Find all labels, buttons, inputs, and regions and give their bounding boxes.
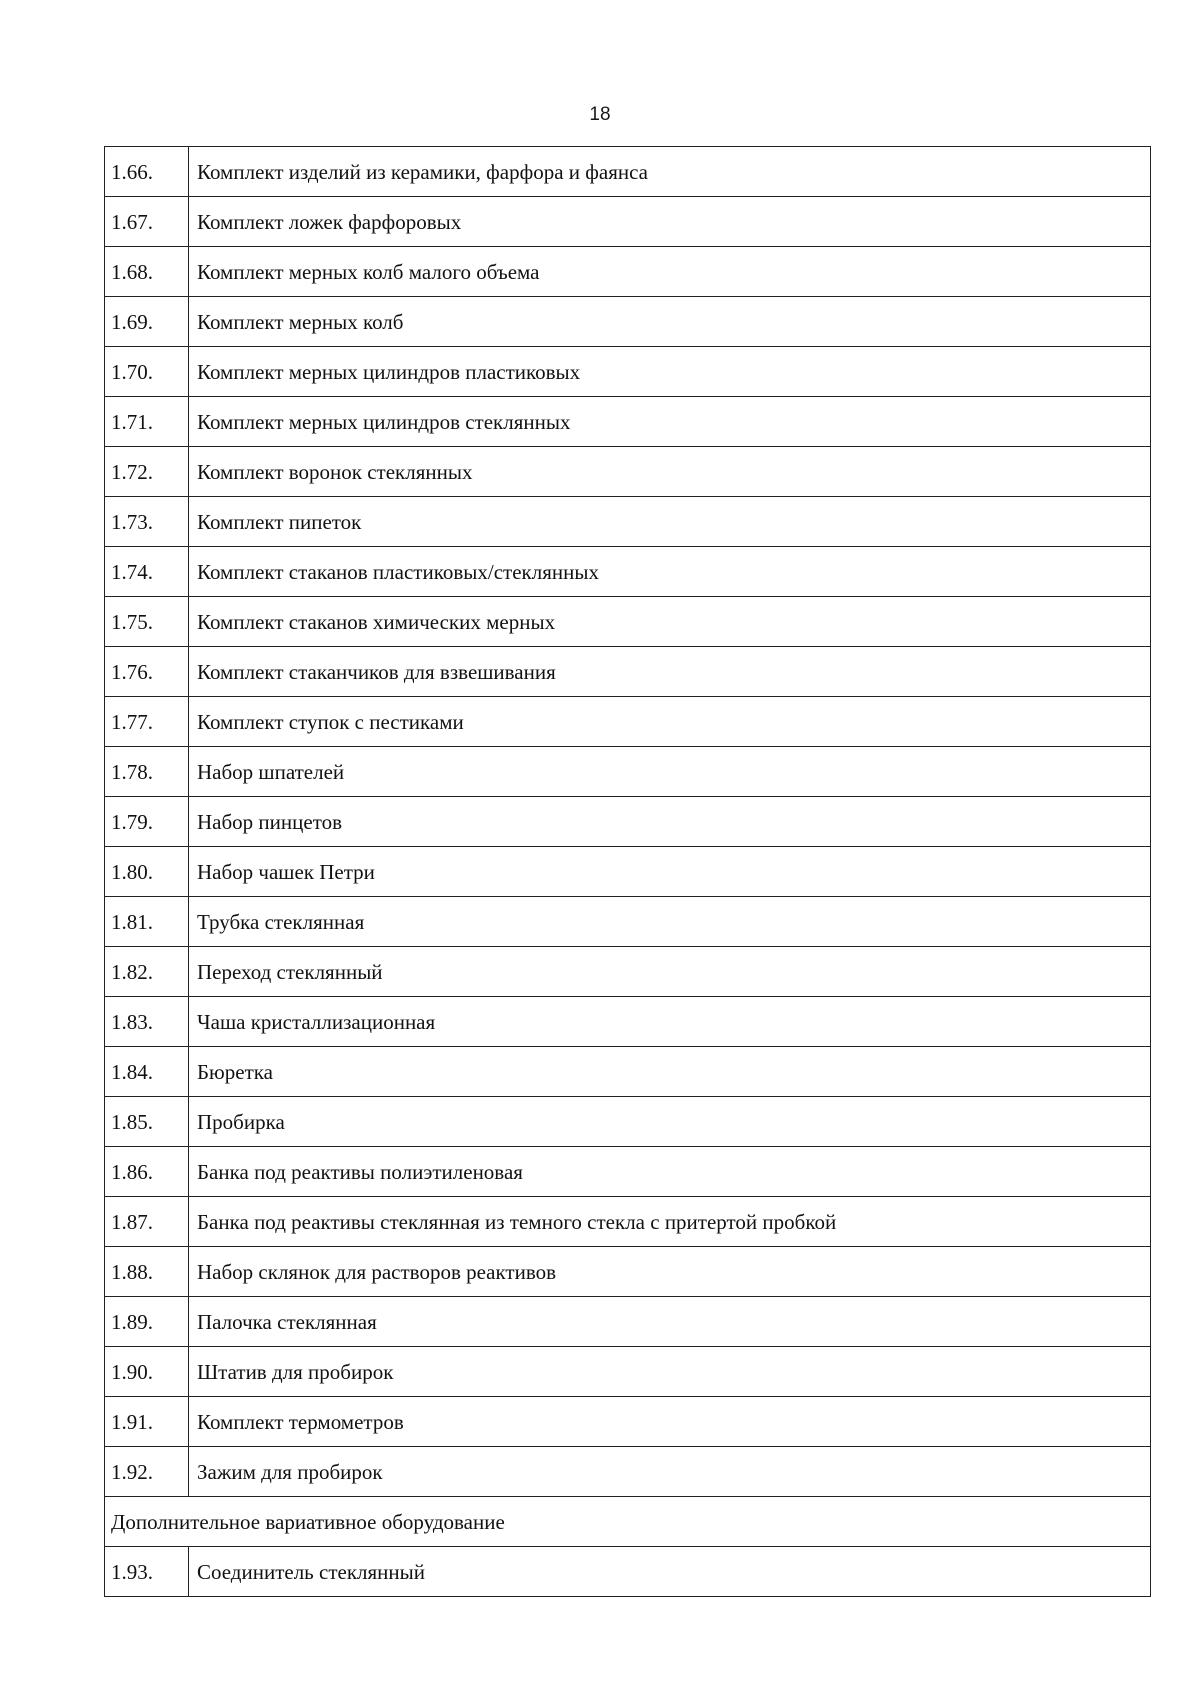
- table-row: [105, 1447, 1151, 1497]
- table-row: [105, 1147, 1151, 1197]
- item-number: 1.87.: [105, 1197, 189, 1247]
- table-row: [105, 147, 1151, 197]
- table-row: [105, 447, 1151, 497]
- table-row: [105, 1047, 1151, 1097]
- equipment-table-body: [105, 147, 1151, 1597]
- section-title: Дополнительное вариативное оборудование: [105, 1497, 1151, 1547]
- item-name: Палочка стеклянная: [189, 1297, 1151, 1347]
- table-row: [105, 247, 1151, 297]
- item-name: Соединитель стеклянный: [189, 1547, 1151, 1597]
- item-number: 1.75.: [105, 597, 189, 647]
- table-row: [105, 1297, 1151, 1347]
- page-number: 18: [589, 104, 611, 125]
- item-number: 1.72.: [105, 447, 189, 497]
- item-name: Комплект мерных колб: [189, 297, 1151, 347]
- item-name: Комплект ступок с пестиками: [189, 697, 1151, 747]
- item-name: Комплект термометров: [189, 1397, 1151, 1447]
- item-name: Комплект стаканов пластиковых/стеклянных: [189, 547, 1151, 597]
- item-name: Банка под реактивы полиэтиленовая: [189, 1147, 1151, 1197]
- item-name: Набор чашек Петри: [189, 847, 1151, 897]
- item-number: 1.81.: [105, 897, 189, 947]
- item-number: 1.80.: [105, 847, 189, 897]
- item-number: 1.93.: [105, 1547, 189, 1597]
- item-name: Штатив для пробирок: [189, 1347, 1151, 1397]
- table-row: [105, 1247, 1151, 1297]
- table-row: [105, 697, 1151, 747]
- table-row: [105, 747, 1151, 797]
- table-row: [105, 397, 1151, 447]
- table-row: [105, 297, 1151, 347]
- item-number: 1.66.: [105, 147, 189, 197]
- table-row: [105, 997, 1151, 1047]
- table-row: [105, 1347, 1151, 1397]
- item-name: Зажим для пробирок: [189, 1447, 1151, 1497]
- table-row: [105, 847, 1151, 897]
- item-number: 1.82.: [105, 947, 189, 997]
- item-name: Комплект стаканов химических мерных: [189, 597, 1151, 647]
- table-row: [105, 1197, 1151, 1247]
- item-number: 1.85.: [105, 1097, 189, 1147]
- table-row: [105, 347, 1151, 397]
- item-name: Чаша кристаллизационная: [189, 997, 1151, 1047]
- item-number: 1.89.: [105, 1297, 189, 1347]
- item-name: Переход стеклянный: [189, 947, 1151, 997]
- item-number: 1.86.: [105, 1147, 189, 1197]
- item-number: 1.74.: [105, 547, 189, 597]
- item-name: Комплект мерных колб малого объема: [189, 247, 1151, 297]
- table-row: [105, 497, 1151, 547]
- table-row: [105, 897, 1151, 947]
- item-number: 1.78.: [105, 747, 189, 797]
- item-name: Набор пинцетов: [189, 797, 1151, 847]
- table-row: [105, 547, 1151, 597]
- item-number: 1.73.: [105, 497, 189, 547]
- item-name: Трубка стеклянная: [189, 897, 1151, 947]
- section-header-row: [105, 1497, 1151, 1547]
- item-name: Комплект ложек фарфоровых: [189, 197, 1151, 247]
- table-row: [105, 947, 1151, 997]
- table-row: [105, 1547, 1151, 1597]
- table-row: [105, 647, 1151, 697]
- item-number: 1.68.: [105, 247, 189, 297]
- item-name: Комплект мерных цилиндров стеклянных: [189, 397, 1151, 447]
- equipment-table: [104, 146, 1151, 1597]
- item-name: Комплект пипеток: [189, 497, 1151, 547]
- item-number: 1.77.: [105, 697, 189, 747]
- item-name: Комплект изделий из керамики, фарфора и фаянса: [189, 147, 1151, 197]
- item-name: Набор склянок для растворов реактивов: [189, 1247, 1151, 1297]
- item-number: 1.69.: [105, 297, 189, 347]
- table-row: [105, 1097, 1151, 1147]
- item-number: 1.79.: [105, 797, 189, 847]
- item-number: 1.90.: [105, 1347, 189, 1397]
- item-name: Бюретка: [189, 1047, 1151, 1097]
- table-row: [105, 797, 1151, 847]
- item-number: 1.76.: [105, 647, 189, 697]
- item-number: 1.67.: [105, 197, 189, 247]
- item-name: Банка под реактивы стеклянная из темного стекла с притертой пробкой: [189, 1197, 1151, 1247]
- item-name: Комплект мерных цилиндров пластиковых: [189, 347, 1151, 397]
- item-number: 1.91.: [105, 1397, 189, 1447]
- item-name: Комплект воронок стеклянных: [189, 447, 1151, 497]
- item-name: Набор шпателей: [189, 747, 1151, 797]
- item-number: 1.88.: [105, 1247, 189, 1297]
- item-number: 1.83.: [105, 997, 189, 1047]
- item-name: Пробирка: [189, 1097, 1151, 1147]
- item-number: 1.92.: [105, 1447, 189, 1497]
- table-row: [105, 1397, 1151, 1447]
- item-name: Комплект стаканчиков для взвешивания: [189, 647, 1151, 697]
- item-number: 1.71.: [105, 397, 189, 447]
- table-row: [105, 197, 1151, 247]
- item-number: 1.84.: [105, 1047, 189, 1097]
- item-number: 1.70.: [105, 347, 189, 397]
- table-row: [105, 597, 1151, 647]
